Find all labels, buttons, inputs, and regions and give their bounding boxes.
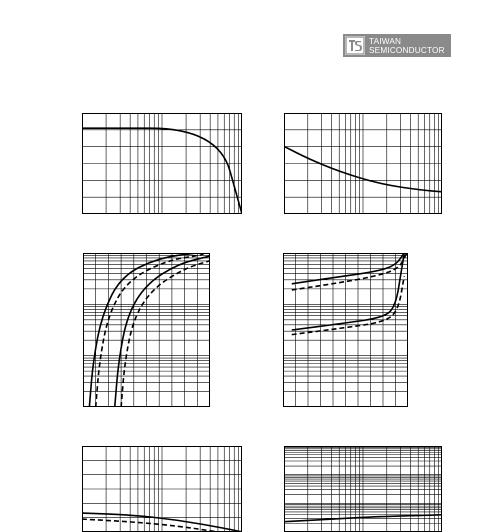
brand-line1: TAIWAN: [369, 36, 402, 46]
brand-name: [369, 37, 445, 55]
chart-fig6: [284, 446, 442, 532]
grid: [284, 113, 442, 214]
chart-fig4: [283, 253, 408, 407]
chart-fig2: [284, 113, 442, 214]
brand-logo: [343, 34, 451, 57]
ts-logo-icon: [345, 36, 365, 55]
grid: [284, 446, 442, 532]
chart-fig5: [82, 446, 242, 532]
grid: [82, 446, 242, 532]
brand-line2: SEMICONDUCTOR: [369, 45, 445, 55]
chart-fig3: [83, 253, 210, 407]
chart-fig1: [82, 113, 242, 214]
